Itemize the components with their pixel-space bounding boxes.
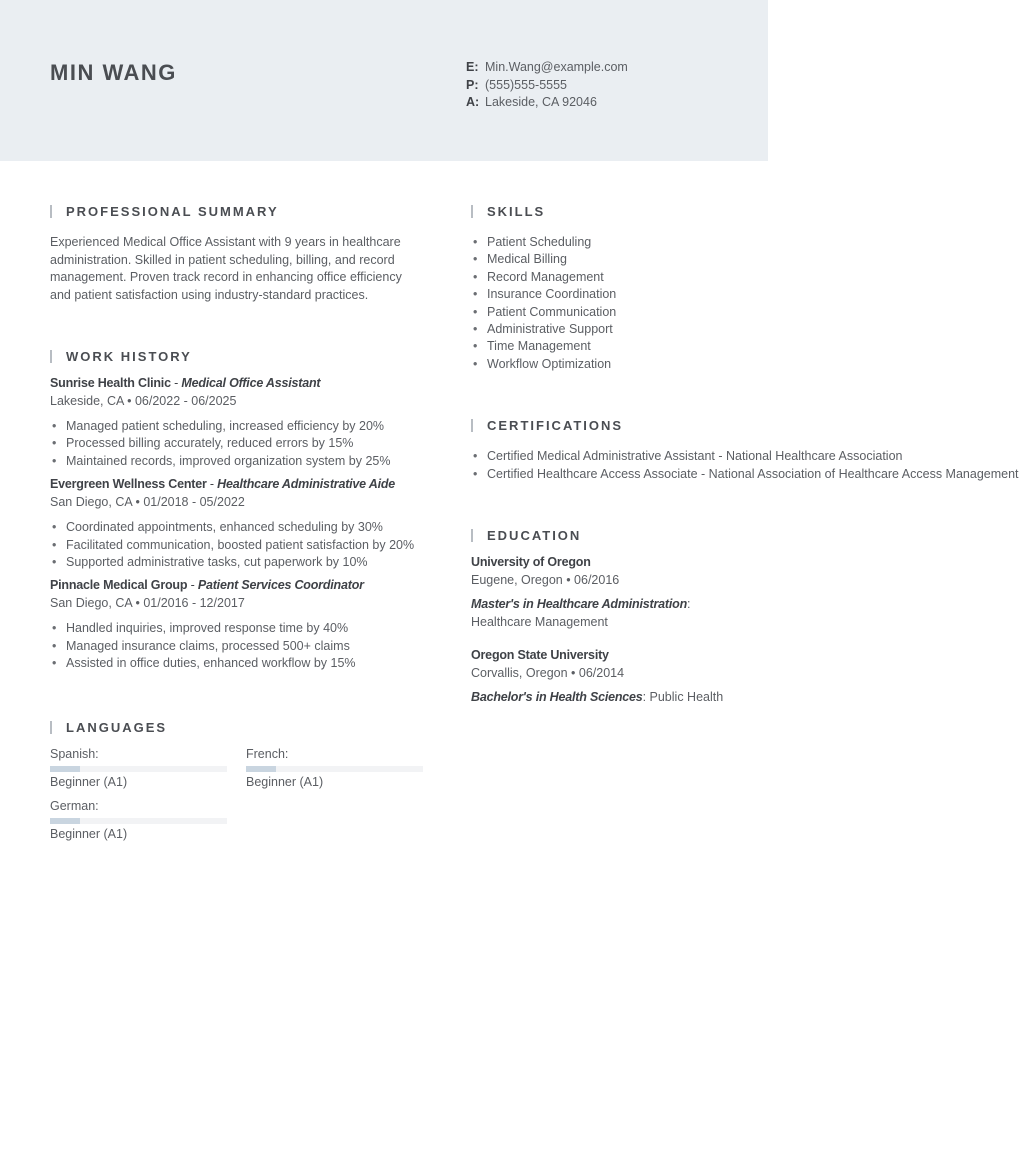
language-level: Beginner (A1) [246, 774, 324, 789]
education-degree-separator: : [687, 597, 691, 612]
skill-item: • Record Management [471, 269, 726, 286]
summary-text [50, 234, 430, 304]
section-bar-decoration [50, 721, 52, 734]
language-level: Beginner (A1) [50, 826, 128, 841]
skill-item: • Workflow Optimization [471, 356, 726, 373]
skill-item: • Time Management [471, 338, 726, 355]
job-bullets [50, 519, 430, 571]
job-company: Pinnacle Medical Group [50, 578, 188, 593]
email-key: E: [466, 60, 479, 74]
summary-line: management. Proven track record in enhancing office efficiency [50, 270, 402, 284]
education-degree: Master's in Healthcare Administration [471, 597, 688, 612]
job-entry [50, 375, 430, 470]
job-entry [50, 577, 430, 672]
language-level: Beginner (A1) [50, 774, 128, 789]
job-bullet: • Managed insurance claims, processed 500+ claims [50, 638, 430, 655]
education-degree-line [471, 596, 726, 631]
education-degree: Bachelor's in Health Sciences [471, 690, 643, 705]
contact-address-row [466, 94, 628, 112]
address-value: Lakeside, CA 92046 [485, 95, 597, 109]
language-proficiency-fill [50, 766, 80, 772]
contact-info [466, 59, 628, 112]
job-bullet: • Facilitated communication, boosted patient satisfaction by 20% [50, 537, 430, 554]
certification-item: • Certified Healthcare Access Associate - National Association of Healthcare Access Management [471, 466, 721, 483]
summary-line: and patient satisfaction using industry-standard practices. [50, 287, 369, 302]
certification-item: • Certified Medical Administrative Assistant - National Healthcare Association [471, 448, 721, 465]
education-field: Public Health [646, 690, 724, 705]
email-value[interactable]: Min.Wang@example.com [485, 60, 628, 74]
education-title: EDUCATION [487, 528, 582, 544]
language-proficiency-bar [50, 766, 227, 772]
education-meta: Corvallis, Oregon • 06/2014 [471, 665, 625, 680]
certifications-section [471, 417, 1019, 483]
right-column [471, 203, 1019, 723]
job-meta: San Diego, CA • 01/2018 - 05/2022 [50, 494, 245, 509]
certifications-title: CERTIFICATIONS [487, 418, 624, 434]
job-role: Healthcare Administrative Aide [217, 477, 396, 492]
job-bullet: • Supported administrative tasks, cut paperwork by 10% [50, 554, 430, 571]
job-title [50, 375, 430, 393]
certifications-heading [471, 417, 726, 434]
phone-value[interactable]: (555)555-5555 [485, 77, 568, 92]
work-history-section [50, 348, 430, 673]
job-title [50, 476, 430, 494]
job-bullet: • Handled inquiries, improved response time by 40% [50, 620, 430, 637]
skill-item: • Patient Scheduling [471, 234, 726, 251]
skills-title: SKILLS [487, 204, 546, 219]
language-proficiency-fill [246, 766, 276, 772]
language-item [50, 798, 227, 843]
job-company: Sunrise Health Clinic [50, 376, 171, 390]
section-bar-decoration [50, 350, 52, 363]
education-heading [471, 527, 726, 544]
job-bullets [50, 418, 430, 470]
skills-list [471, 234, 726, 373]
skills-heading [471, 203, 726, 220]
section-bar-decoration [471, 205, 473, 218]
job-entry [50, 476, 430, 571]
education-section [471, 527, 726, 707]
languages-heading [50, 719, 430, 736]
language-item [246, 746, 423, 791]
candidate-name: MIN WANG [50, 60, 177, 85]
job-separator: - [206, 477, 218, 492]
job-bullet: • Maintained records, improved organization system by 25% [50, 453, 430, 470]
section-bar-decoration [471, 419, 473, 432]
resume-header [0, 0, 768, 161]
job-bullet: • Assisted in office duties, enhanced workflow by 15% [50, 655, 430, 672]
job-meta: San Diego, CA • 01/2016 - 12/2017 [50, 595, 245, 610]
language-name: German: [50, 798, 99, 813]
language-proficiency-bar [50, 818, 227, 824]
job-role: Medical Office Assistant [181, 376, 321, 390]
education-degree-line [471, 689, 726, 707]
summary-title: PROFESSIONAL SUMMARY [66, 204, 279, 219]
language-name: Spanish: [50, 746, 99, 761]
left-column [50, 203, 430, 856]
languages-title: LANGUAGES [66, 719, 168, 735]
summary-section [50, 203, 430, 304]
summary-line: Experienced Medical Office Assistant with 9 years in healthcare [50, 235, 401, 249]
job-bullet: • Processed billing accurately, reduced errors by 15% [50, 435, 430, 452]
job-bullet: • Managed patient scheduling, increased efficiency by 20% [50, 418, 430, 435]
education-entry [471, 647, 726, 707]
job-bullets [50, 620, 430, 672]
certifications-list [471, 448, 1019, 483]
section-bar-decoration [471, 529, 473, 542]
education-degree-separator: : [642, 690, 647, 705]
address-key: A: [466, 95, 480, 109]
section-bar-decoration [50, 205, 52, 218]
contact-phone-row [466, 77, 628, 95]
job-separator: - [187, 578, 198, 593]
skill-item: • Medical Billing [471, 251, 726, 268]
language-item [50, 746, 227, 791]
language-proficiency-bar [246, 766, 423, 772]
education-field: Healthcare Management [471, 614, 608, 629]
skill-item: • Administrative Support [471, 321, 726, 338]
languages-grid [50, 746, 430, 856]
job-meta: Lakeside, CA • 06/2022 - 06/2025 [50, 393, 237, 408]
job-title [50, 577, 430, 595]
education-school: Oregon State University [471, 648, 609, 663]
work-history-title: WORK HISTORY [66, 349, 192, 364]
education-entry [471, 554, 726, 631]
education-school: University of Oregon [471, 555, 591, 570]
skill-item: • Patient Communication [471, 304, 726, 321]
skills-section [471, 203, 726, 373]
languages-section [50, 719, 430, 856]
skill-item: • Insurance Coordination [471, 286, 726, 303]
job-company: Evergreen Wellness Center [50, 477, 207, 492]
job-separator: - [170, 376, 182, 390]
contact-email-row [466, 59, 628, 77]
work-history-heading [50, 348, 430, 365]
education-meta: Eugene, Oregon • 06/2016 [471, 572, 620, 587]
summary-line: administration. Skilled in patient scheduling, billing, and record [50, 252, 395, 267]
language-proficiency-fill [50, 818, 80, 824]
phone-key: P: [466, 77, 479, 92]
language-name: French: [246, 746, 289, 761]
job-bullet: • Coordinated appointments, enhanced scheduling by 30% [50, 519, 430, 536]
summary-heading [50, 203, 430, 220]
job-role: Patient Services Coordinator [197, 578, 364, 593]
